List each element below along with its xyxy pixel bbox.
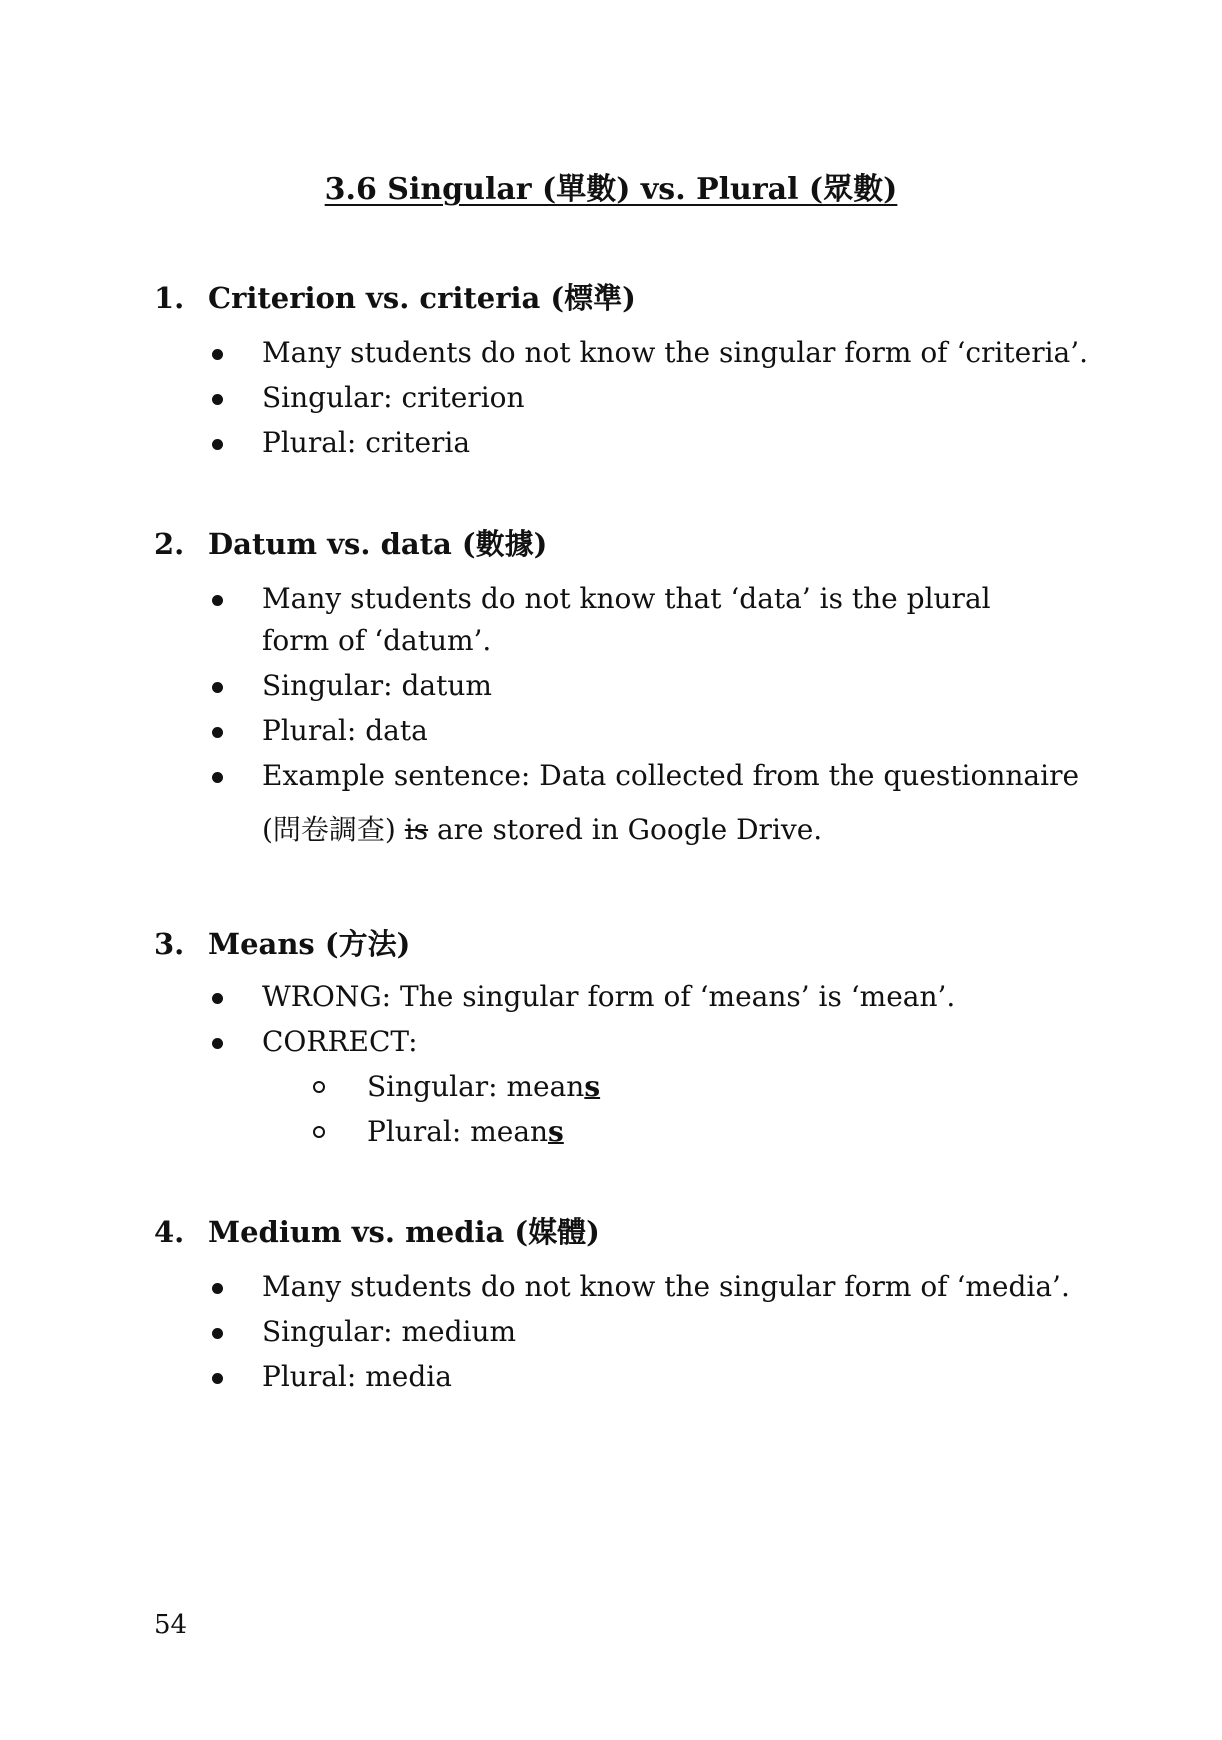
bullet-dot-icon [212,682,223,693]
bullet-dot-icon [212,349,223,360]
sub-list-item [154,1111,1114,1153]
bullet-dot-icon [212,1038,223,1049]
list-item-text: Singular: medium [262,1315,517,1348]
bullet-dot-icon [212,394,223,405]
list-item-text: Many students do not know that ‘data’ is the plural form of ‘datum’. [262,582,991,657]
sub-item-text: Plural: mean [367,1115,549,1148]
bullet-dot-icon [212,1328,223,1339]
list-item [154,1266,1114,1308]
list-item [154,578,1114,662]
section-heading [154,278,1114,318]
section-title: Datum vs. data (數據) [208,527,548,561]
hollow-bullet-icon [313,1081,325,1093]
sub-item-emphasis: s [584,1070,601,1103]
section-number: 1. [154,281,185,315]
list-item [154,1356,1114,1398]
bullet-dot-icon [212,1373,223,1384]
bullet-dot-icon [212,993,223,1004]
section-number: 3. [154,927,185,961]
section-criterion [154,278,1114,467]
section-title: Medium vs. media (媒體) [208,1215,600,1249]
sub-bullet-list [154,1066,1114,1153]
list-item-text: Plural: media [262,1360,452,1393]
list-item [154,332,1114,374]
list-item [154,1311,1114,1353]
list-item [154,1021,1114,1063]
hollow-bullet-icon [313,1126,325,1138]
section-heading [154,924,1114,964]
section-means [154,924,1114,1156]
list-item-example [154,749,1114,857]
section-title: Means (方法) [208,927,411,961]
sub-item-emphasis: s [548,1115,564,1148]
list-item [154,377,1114,419]
example-line-2-start: (問卷調查) [262,813,405,846]
example-line-1: Example sentence: Data collected from the questionnaire [262,759,1080,792]
struck-word: is [404,813,429,846]
bullet-dot-icon [212,727,223,738]
bullet-list [154,332,1114,464]
list-item-text: Plural: criteria [262,426,471,459]
list-item [154,710,1114,752]
list-item-text: Singular: datum [262,669,492,702]
section-number: 2. [154,527,185,561]
section-medium [154,1212,1114,1401]
list-item-text: Many students do not know the singular form of ‘media’. [262,1270,1070,1303]
section-title: Criterion vs. criteria (標準) [208,281,636,315]
list-item-text: CORRECT: [262,1025,418,1058]
page-title: 3.6 Singular (單數) vs. Plural (眾數) [324,172,898,207]
page-number: 54 [154,1610,188,1640]
bullet-list [154,1266,1114,1398]
bullet-dot-icon [212,772,223,783]
list-item-text: Singular: criterion [262,381,525,414]
bullet-dot-icon [212,439,223,450]
bullet-list [154,976,1114,1063]
section-heading [154,1212,1114,1252]
section-datum [154,524,1114,860]
bullet-dot-icon [212,595,223,606]
bullet-dot-icon [212,1283,223,1294]
sub-list-item [154,1066,1114,1108]
bullet-list [154,578,1114,857]
section-number: 4. [154,1215,185,1249]
example-line-2-end: are stored in Google Drive. [428,813,823,846]
section-heading [154,524,1114,564]
list-item-text: WRONG: The singular form of ‘means’ is ‘mean’. [262,980,956,1013]
list-item-text: Plural: data [262,714,428,747]
list-item [154,422,1114,464]
list-item [154,976,1114,1018]
sub-item-text: Singular: mean [367,1070,585,1103]
list-item [154,665,1114,707]
list-item-text: Many students do not know the singular form of ‘criteria’. [262,336,1089,369]
